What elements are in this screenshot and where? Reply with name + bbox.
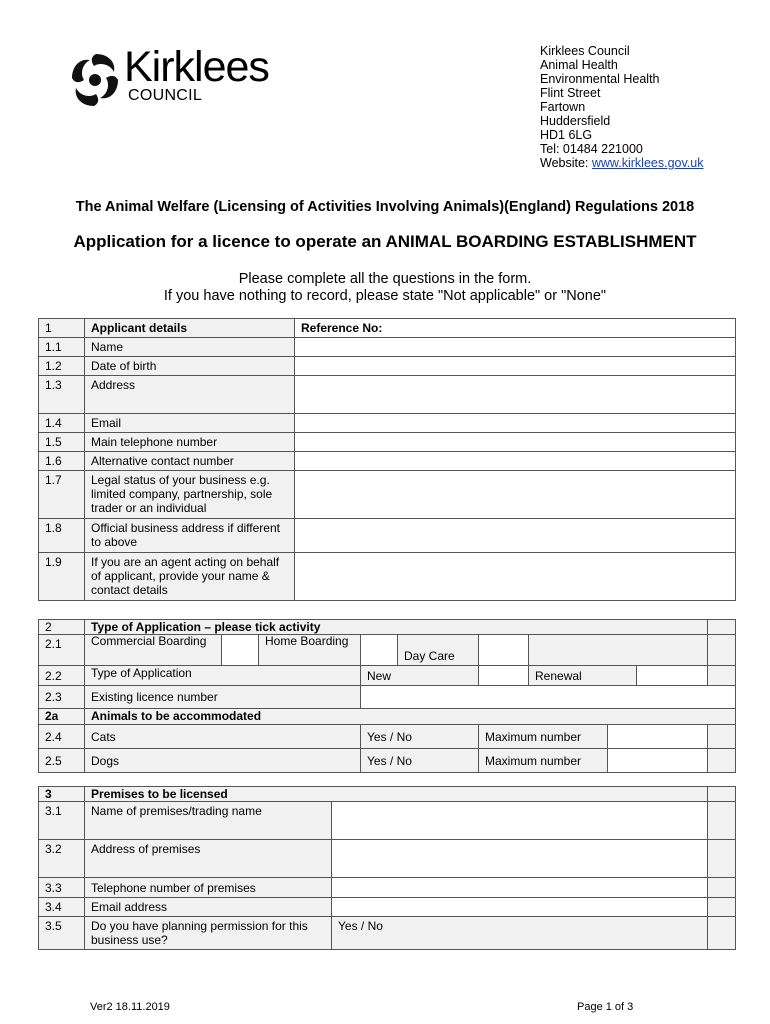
row-label: Name of premises/trading name — [85, 802, 332, 840]
row-label: Telephone number of premises — [85, 878, 332, 898]
premises-email-input[interactable] — [332, 898, 708, 917]
planning-permission-yes-no[interactable]: Yes / No — [332, 917, 708, 950]
blank-cell — [708, 840, 736, 878]
address-line: Animal Health — [540, 58, 618, 72]
section-number: 1 — [39, 319, 85, 338]
address-line: Tel: 01484 221000 — [540, 142, 643, 156]
licence-number-input[interactable] — [361, 686, 736, 709]
row-label: Date of birth — [85, 357, 295, 376]
cats-yes-no[interactable]: Yes / No — [361, 725, 479, 749]
row-number: 1.2 — [39, 357, 85, 376]
row-number: 2.2 — [39, 666, 85, 686]
row-number: 3.5 — [39, 917, 85, 950]
legal-status-input[interactable] — [295, 471, 736, 519]
day-care-tick[interactable] — [479, 635, 529, 666]
blank-cell — [708, 787, 736, 802]
kirklees-logo — [70, 44, 290, 114]
section-title: Applicant details — [85, 319, 295, 338]
blank-cell — [708, 749, 736, 773]
address-line: Fartown — [540, 100, 586, 114]
commercial-boarding-tick[interactable] — [222, 635, 259, 666]
dogs-max-input[interactable] — [608, 749, 708, 773]
blank-cell — [708, 725, 736, 749]
website-label: Website: — [540, 156, 592, 170]
row-label: Name — [85, 338, 295, 357]
subsection-title: Animals to be accommodated — [85, 709, 736, 725]
blank-cell — [708, 620, 736, 635]
row-number: 1.7 — [39, 471, 85, 519]
address-input[interactable] — [295, 376, 736, 414]
reference-field[interactable]: Reference No: — [295, 319, 736, 338]
regulations-heading: The Animal Welfare (Licensing of Activities Involving Animals)(England) Regulations 2018 — [75, 199, 695, 215]
row-number: 1.3 — [39, 376, 85, 414]
blank-cell — [708, 898, 736, 917]
row-number: 1.8 — [39, 519, 85, 553]
row-number: 2.5 — [39, 749, 85, 773]
row-number: 2.3 — [39, 686, 85, 709]
premises-name-input[interactable] — [332, 802, 708, 840]
row-number: 1.1 — [39, 338, 85, 357]
row-label: Do you have planning permission for this business use? — [85, 917, 332, 950]
section-title: Premises to be licensed — [85, 787, 708, 802]
address-line: Environmental Health — [540, 72, 660, 86]
row-label: Existing licence number — [85, 686, 361, 709]
logo-wordmark: Kirklees — [124, 43, 269, 91]
website-link[interactable]: www.kirklees.gov.uk — [591, 156, 704, 170]
section-number: 3 — [39, 787, 85, 802]
dob-input[interactable] — [295, 357, 736, 376]
row-number: 3.4 — [39, 898, 85, 917]
council-address — [540, 44, 703, 170]
blank-cell — [708, 802, 736, 840]
blank-cell — [708, 666, 736, 686]
row-label: Address — [85, 376, 295, 414]
row-number: 1.5 — [39, 433, 85, 452]
main-phone-input[interactable] — [295, 433, 736, 452]
blank-cell — [708, 878, 736, 898]
day-care-label: Day Care — [398, 635, 479, 666]
row-label: Address of premises — [85, 840, 332, 878]
row-label: Legal status of your business e.g. limited company, partnership, sole trader or an individual — [85, 471, 295, 519]
address-line: Flint Street — [540, 86, 601, 100]
cats-max-input[interactable] — [608, 725, 708, 749]
premises-table — [38, 786, 736, 950]
blank-cell — [708, 635, 736, 666]
row-label: Email — [85, 414, 295, 433]
home-boarding-label: Home Boarding — [259, 635, 361, 666]
address-line: HD1 6LG — [540, 128, 593, 142]
new-tick[interactable] — [479, 666, 529, 686]
row-number: 1.4 — [39, 414, 85, 433]
commercial-boarding-label: Commercial Boarding — [85, 635, 222, 666]
row-number: 3.1 — [39, 802, 85, 840]
website-line — [540, 156, 703, 170]
dogs-yes-no[interactable]: Yes / No — [361, 749, 479, 773]
logo-subtitle: COUNCIL — [128, 87, 203, 104]
row-number: 1.6 — [39, 452, 85, 471]
max-number-label: Maximum number — [479, 749, 608, 773]
row-label: Dogs — [85, 749, 361, 773]
row-number: 3.3 — [39, 878, 85, 898]
name-input[interactable] — [295, 338, 736, 357]
blank-cell — [529, 635, 708, 666]
row-number: 3.2 — [39, 840, 85, 878]
max-number-label: Maximum number — [479, 725, 608, 749]
row-label: Main telephone number — [85, 433, 295, 452]
section-title: Type of Application – please tick activity — [85, 620, 708, 635]
section-number: 2 — [39, 620, 85, 635]
row-number: 1.9 — [39, 553, 85, 601]
alt-phone-input[interactable] — [295, 452, 736, 471]
form-title: Application for a licence to operate an ANIMAL BOARDING ESTABLISHMENT — [73, 232, 697, 251]
page-number: Page 1 of 3 — [577, 1001, 634, 1013]
premises-phone-input[interactable] — [332, 878, 708, 898]
subsection-number: 2a — [39, 709, 85, 725]
row-label: Email address — [85, 898, 332, 917]
row-number: 2.1 — [39, 635, 85, 666]
business-address-input[interactable] — [295, 519, 736, 553]
row-label: Cats — [85, 725, 361, 749]
home-boarding-tick[interactable] — [361, 635, 398, 666]
instructions — [60, 271, 710, 305]
applicant-details-table — [38, 318, 736, 601]
instruction-line: Please complete all the questions in the form. — [238, 271, 532, 287]
version-label: Ver2 18.11.2019 — [90, 1001, 170, 1013]
renewal-tick[interactable] — [637, 666, 708, 686]
address-line: Huddersfield — [540, 114, 611, 128]
application-type-table — [38, 619, 736, 773]
row-label: If you are an agent acting on behalf of applicant, provide your name & contact details — [85, 553, 295, 601]
agent-details-input[interactable] — [295, 553, 736, 601]
row-number: 2.4 — [39, 725, 85, 749]
premises-address-input[interactable] — [332, 840, 708, 878]
row-label: Official business address if different to above — [85, 519, 295, 553]
address-line: Kirklees Council — [540, 44, 630, 58]
instruction-line: If you have nothing to record, please state "Not applicable" or "None" — [163, 288, 607, 304]
blank-cell — [708, 917, 736, 950]
row-label: Type of Application — [85, 666, 361, 686]
email-input[interactable] — [295, 414, 736, 433]
kirklees-swirl-icon — [70, 50, 122, 110]
new-label: New — [361, 666, 479, 686]
renewal-label: Renewal — [529, 666, 637, 686]
row-label: Alternative contact number — [85, 452, 295, 471]
